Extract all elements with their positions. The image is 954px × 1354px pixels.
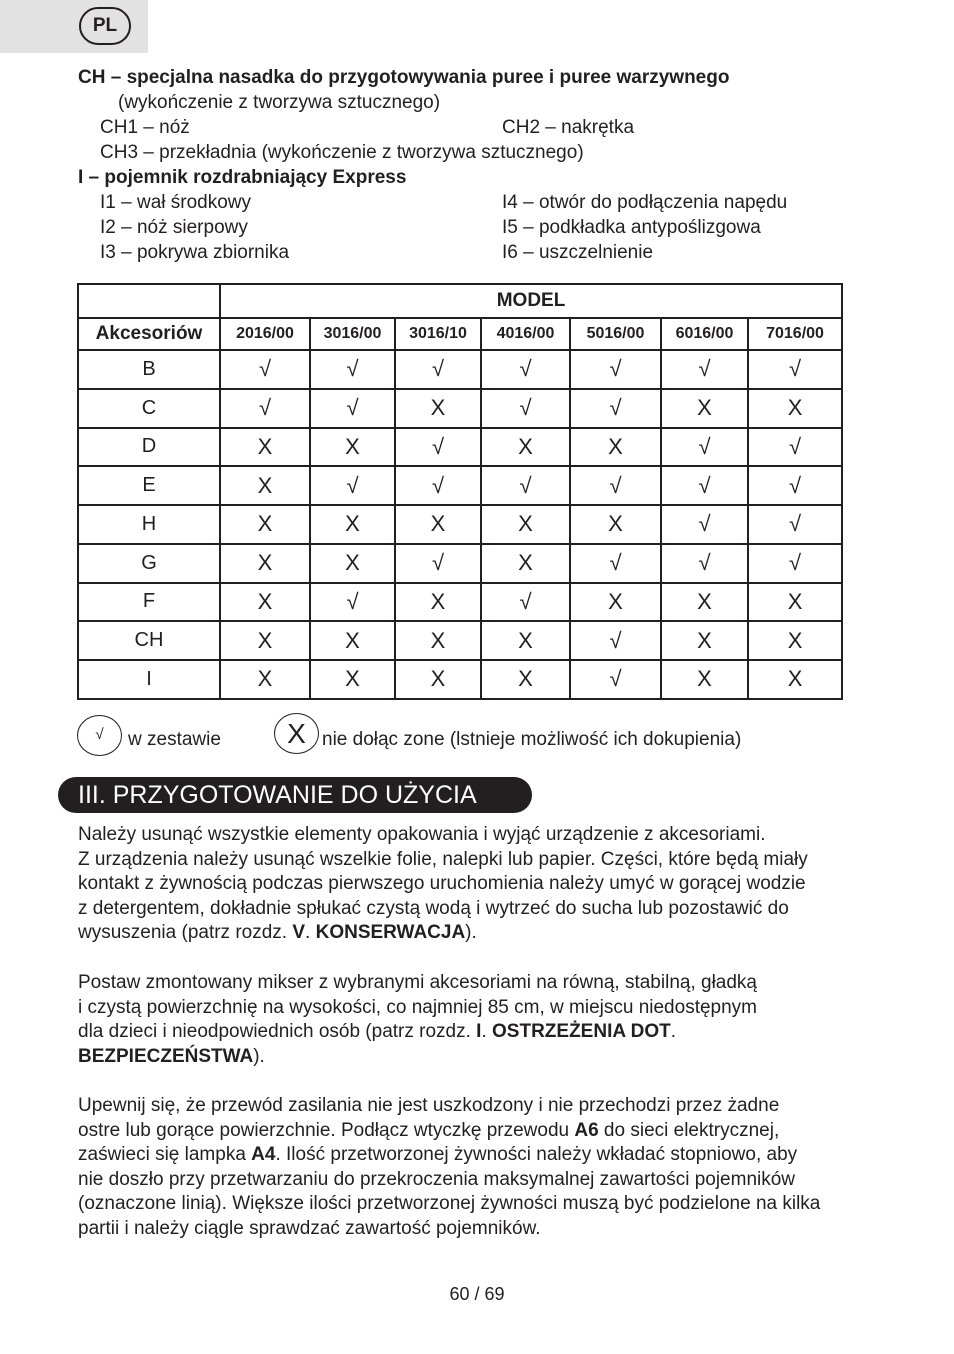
availability-cell: √ [748, 505, 842, 544]
availability-cell: √ [570, 621, 661, 660]
table-row [78, 660, 842, 699]
text-line: dla dzieci i nieodpowiednich osób (patrz rozdz. I. OSTRZEŻENIA DOT. [78, 1021, 677, 1042]
availability-cell: X [661, 389, 748, 428]
availability-cell: √ [661, 544, 748, 583]
check-legend-label: w zestawie [128, 729, 221, 750]
availability-cell: √ [481, 389, 570, 428]
x-legend-icon: X [274, 713, 319, 754]
availability-cell: √ [748, 428, 842, 467]
availability-cell: X [395, 389, 481, 428]
availability-cell: √ [748, 544, 842, 583]
text-line: partii i należy ciągle sprawdzać zawartość pojemników. [78, 1217, 541, 1239]
i5-item: I5 – podkładka antypoślizgowa [502, 217, 761, 238]
text-line: nie doszło przy przetwarzaniu do przekroczenia maksymalnej zawartości pojemników [78, 1168, 796, 1190]
text-line: kontakt z żywnością podczas pierwszego uruchomienia należy umyć w gorącej wodzie [78, 873, 806, 894]
page-number: 60 / 69 [449, 1284, 505, 1304]
table-corner-cell [78, 284, 220, 318]
availability-cell: √ [310, 350, 395, 389]
availability-cell: X [310, 660, 395, 699]
i3-item: I3 – pokrywa zbiornika [100, 242, 290, 263]
paragraph-placement [78, 971, 888, 1069]
table-row [78, 428, 842, 467]
text-line: zaświeci się lampka A4. Ilość przetworzonej żywności należy wkładać stopniowo, aby [78, 1144, 798, 1165]
availability-cell: X [661, 583, 748, 622]
availability-cell: X [481, 428, 570, 467]
availability-cell: X [748, 583, 842, 622]
i2-item: I2 – nóż sierpowy [100, 217, 248, 238]
text-line: Upewnij się, że przewód zasilania nie jest uszkodzony i nie przechodzi przez żadne [78, 1095, 780, 1116]
i-title: I – pojemnik rozdrabniający Express [78, 167, 407, 188]
availability-cell: X [748, 621, 842, 660]
text-line: BEZPIECZEŃSTWA). [78, 1045, 265, 1067]
availability-cell: √ [748, 466, 842, 505]
table-row [78, 621, 842, 660]
availability-cell: X [481, 544, 570, 583]
accessory-name-cell: G [78, 544, 220, 583]
model-column-header: 2016/00 [220, 318, 310, 350]
check-legend-icon: √ [77, 715, 122, 756]
ch-title: CH – specjalna nasadka do przygotowywania puree i puree warzywnego [78, 67, 730, 88]
ch2-item: CH2 – nakrętka [502, 117, 635, 138]
accessory-table [77, 283, 843, 700]
i6-item: I6 – uszczelnienie [502, 242, 654, 263]
table-row [78, 389, 842, 428]
accessory-name-cell: D [78, 428, 220, 467]
section-heading: III. PRZYGOTOWANIE DO UŻYCIA [58, 777, 532, 813]
ch-subtitle: (wykończenie z tworzywa sztucznego) [118, 92, 441, 113]
text-line: Z urządzenia należy usunąć wszelkie folie, nalepki lub papier. Części, które będą miały [78, 848, 808, 870]
availability-cell: X [220, 505, 310, 544]
paragraph-unpacking [78, 823, 888, 946]
accessory-name-cell: H [78, 505, 220, 544]
availability-cell: √ [570, 544, 661, 583]
availability-cell: X [310, 544, 395, 583]
table-row [78, 505, 842, 544]
availability-cell: X [395, 505, 481, 544]
model-column-header: 7016/00 [748, 318, 842, 350]
availability-cell: X [310, 505, 395, 544]
availability-cell: X [220, 428, 310, 467]
availability-cell: √ [481, 583, 570, 622]
availability-cell: √ [395, 544, 481, 583]
model-header: MODEL [220, 284, 842, 318]
availability-cell: X [748, 389, 842, 428]
availability-cell: X [395, 583, 481, 622]
availability-cell: X [310, 621, 395, 660]
availability-cell: X [481, 505, 570, 544]
availability-cell: √ [310, 466, 395, 505]
text-line: (oznaczone linią). Większe ilości przetworzonej żywności muszą być podzielone na kilka [78, 1193, 821, 1214]
model-column-header: 4016/00 [481, 318, 570, 350]
availability-cell: X [220, 583, 310, 622]
availability-cell: √ [570, 466, 661, 505]
availability-cell: √ [395, 466, 481, 505]
availability-cell: √ [661, 466, 748, 505]
availability-cell: X [661, 621, 748, 660]
availability-cell: √ [570, 660, 661, 699]
i4-item: I4 – otwór do podłączenia napędu [502, 192, 788, 213]
i1-item: I1 – wał środkowy [100, 192, 252, 213]
accessory-name-cell: B [78, 350, 220, 389]
availability-cell: √ [220, 350, 310, 389]
text-line: i czystą powierzchnię na wysokości, co najmniej 85 cm, w miejscu niedostępnym [78, 996, 757, 1018]
availability-cell: √ [481, 350, 570, 389]
text-line: z detergentem, dokładnie spłukać czystą wodą i wytrzeć do sucha lub pozostawić do [78, 897, 789, 919]
availability-cell: X [395, 621, 481, 660]
model-column-header: 3016/00 [310, 318, 395, 350]
accessory-name-cell: I [78, 660, 220, 699]
model-column-header: 3016/10 [395, 318, 481, 350]
accessory-header: Akcesoriów [78, 318, 220, 350]
availability-cell: √ [395, 428, 481, 467]
ch3-item: CH3 – przekładnia (wykończenie z tworzywa sztucznego) [100, 142, 584, 163]
model-column-header: 6016/00 [661, 318, 748, 350]
language-badge: PL [79, 7, 131, 45]
text-line: wysuszenia (patrz rozdz. V. KONSERWACJA). [78, 922, 477, 943]
text-line: ostre lub gorące powierzchnie. Podłącz wtyczkę przewodu A6 do sieci elektrycznej, [78, 1119, 780, 1141]
availability-cell: √ [395, 350, 481, 389]
availability-cell: √ [220, 389, 310, 428]
availability-cell: √ [661, 428, 748, 467]
availability-cell: X [310, 428, 395, 467]
accessory-name-cell: CH [78, 621, 220, 660]
availability-cell: X [570, 428, 661, 467]
availability-cell: √ [570, 389, 661, 428]
accessory-name-cell: C [78, 389, 220, 428]
accessory-name-cell: F [78, 583, 220, 622]
availability-cell: X [395, 660, 481, 699]
accessory-name-cell: E [78, 466, 220, 505]
x-legend-label: nie dołąc zone (lstnieje możliwość ich dokupienia) [322, 729, 742, 750]
text-line: Należy usunąć wszystkie elementy opakowania i wyjąć urządzenie z akcesoriami. [78, 824, 766, 845]
table-row [78, 466, 842, 505]
paragraph-power [78, 1094, 888, 1241]
availability-cell: X [661, 660, 748, 699]
text-line: Postaw zmontowany mikser z wybranymi akcesoriami na równą, stabilną, gładką [78, 972, 757, 993]
availability-cell: √ [748, 350, 842, 389]
availability-cell: √ [481, 466, 570, 505]
availability-cell: X [220, 466, 310, 505]
ch1-item: CH1 – nóż [100, 117, 190, 138]
table-row [78, 583, 842, 622]
availability-cell: X [220, 621, 310, 660]
model-column-header: 5016/00 [570, 318, 661, 350]
availability-cell: √ [661, 350, 748, 389]
table-row [78, 350, 842, 389]
availability-cell: X [748, 660, 842, 699]
availability-cell: X [481, 621, 570, 660]
availability-cell: X [570, 583, 661, 622]
availability-cell: √ [310, 583, 395, 622]
availability-cell: X [220, 660, 310, 699]
availability-cell: X [220, 544, 310, 583]
table-row [78, 544, 842, 583]
availability-cell: X [570, 505, 661, 544]
availability-cell: X [481, 660, 570, 699]
availability-cell: √ [310, 389, 395, 428]
availability-cell: √ [570, 350, 661, 389]
availability-cell: √ [661, 505, 748, 544]
